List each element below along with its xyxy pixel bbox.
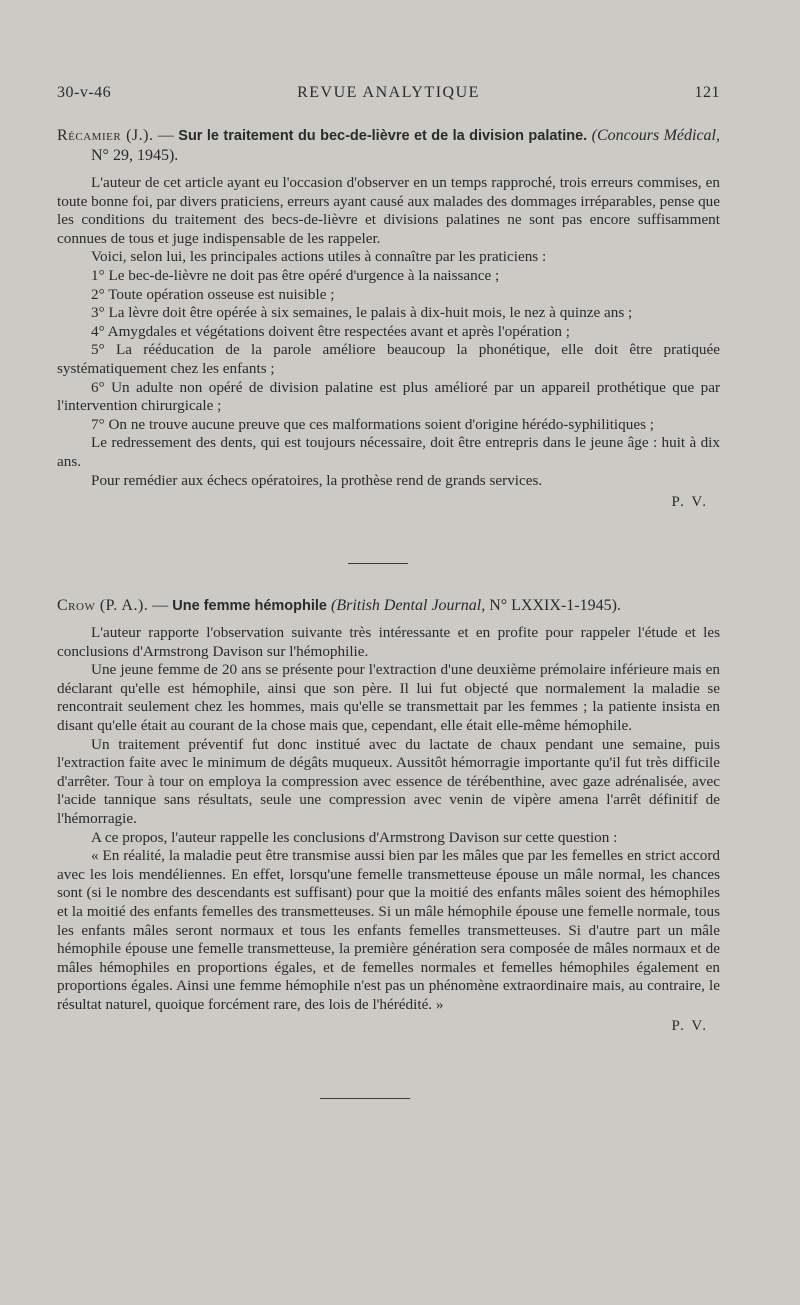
signature: P. V. <box>671 494 708 511</box>
reference-dash: — <box>153 127 179 144</box>
source-journal: (Concours Médical, <box>591 127 721 144</box>
list-item: 5° La rééducation de la parole améliore beaucoup la phonétique, elle doit être pratiquée systématiquement chez les enfants ; <box>57 341 720 377</box>
source-details: N° 29, 1945). <box>91 147 179 164</box>
article-title: Une femme hémophile <box>172 598 327 614</box>
paragraph: Pour remédier aux échecs opératoires, la prothèse rend de grands services. <box>91 471 543 489</box>
list-item: 7° On ne trouve aucune preuve que ces malformations soient d'origine hérédo-syphilitiques ; <box>91 415 654 433</box>
paragraph: Un traitement préventif fut donc institué avec du lactate de chaux pendant une semaine, puis l'extraction faite avec le minimum de dégâts muqueux. Aussitôt hémorragie importante qu'il fut très difficile d'arrêter. Tour à tour on employa la compression avec essence de térébenthine, avec gaze adrénalisée, avec l'acide tannique sans résultats, seule une compression avec venin de vipère amena l'arrêt définitif de l'hémorragie. <box>57 735 720 827</box>
paragraph: Le redressement des dents, qui est toujours nécessaire, doit être entrepris dans le jeune âge : huit à dix ans. <box>57 434 720 470</box>
article-title: Sur le traitement du bec-de-lièvre et de la division palatine. <box>178 128 588 144</box>
page-number: 121 <box>694 84 720 101</box>
article-crow <box>57 596 720 1035</box>
paragraph: L'auteur de cet article ayant eu l'occasion d'observer en un temps rapproché, trois erreurs commises, en toute bonne foi, par divers praticiens, erreurs ayant causé aux malades des dommages irréparables, pense que les conditions du traitement des becs-de-lièvre et divisions palatines ne sont pas encore suffisamment connues de tous et juge indispensable de les rappeler. <box>57 174 720 247</box>
article-author: Récamier (J.). <box>57 127 154 144</box>
source-details: N° LXXIX-1-1945). <box>485 597 621 614</box>
paragraph: Voici, selon lui, les principales actions utiles à connaître par les praticiens : <box>91 248 547 266</box>
paragraph: A ce propos, l'auteur rappelle les conclusions d'Armstrong Davison sur cette question : <box>91 828 618 846</box>
list-item: 4° Amygdales et végétations doivent être respectées avant et après l'opération ; <box>91 322 571 340</box>
article-author: Crow (P. A.). <box>57 597 149 614</box>
reference-dash: — <box>148 597 173 614</box>
source-journal: (British Dental Journal, <box>331 597 486 614</box>
section-divider <box>320 1098 410 1099</box>
list-item: 2° Toute opération osseuse est nuisible ; <box>91 285 335 303</box>
signature: P. V. <box>671 1018 708 1035</box>
list-item: 6° Un adulte non opéré de division palatine est plus amélioré par un appareil prothétique que par l'intervention chirurgicale ; <box>57 378 720 415</box>
paragraph: Une jeune femme de 20 ans se présente pour l'extraction d'une deuxième prémolaire inférieure mais en déclarant qu'elle est hémophile, ainsi que son père. Il lui fut objecté que normalement la maladie se rencontrait seulement chez les hommes, mais qu'elle se transmettait par les femmes ; la patiente insista en disant qu'elle était au courant de la chose mais que, cependant, elle était elle-même hémophile. <box>57 661 720 734</box>
header-journal-title: REVUE ANALYTIQUE <box>297 84 480 101</box>
section-divider <box>348 563 408 564</box>
article-reference <box>57 596 720 616</box>
paragraph: L'auteur rapporte l'observation suivante très intéressante et en profite pour rappeler l'étude et les conclusions d'Armstrong Davison sur l'hémophilie. <box>57 624 720 660</box>
header-date: 30-v-46 <box>57 84 112 101</box>
list-item: 3° La lèvre doit être opérée à six semaines, le palais à dix-huit mois, le nez à quinze ans ; <box>91 304 633 322</box>
list-item: 1° Le bec-de-lièvre ne doit pas être opéré d'urgence à la naissance ; <box>91 266 500 284</box>
article-reference <box>57 126 720 166</box>
article-recamier <box>57 126 720 511</box>
quotation: « En réalité, la maladie peut être transmise aussi bien par les mâles que par les femelles en strict accord avec les lois mendéliennes. En effet, lorsqu'une femelle transmetteuse épouse un mâle normal, les chances sont (si le nombre des descendants est suffisant) pour que la moitié des enfants mâles soient des hémophiles et la moitié des enfants femelles des transmetteuses. Si un mâle hémophile épouse une femelle normale, tous les enfants mâles seront normaux et tous les enfants femelles transmetteuses. Si d'autre part un mâle hémophile épouse une femelle transmetteuse, la première génération sera composée de mâles normaux et de mâles hémophiles en proportions égales, et de femelles normales et femelles hémophiles également en proportions égales. Ainsi une femme hémophile n'est pas un phénomène extraordinaire mais, au contraire, le résultat naturel, quoique forcément rare, des lois de l'hérédité. » <box>57 847 720 1013</box>
running-header <box>57 84 720 106</box>
